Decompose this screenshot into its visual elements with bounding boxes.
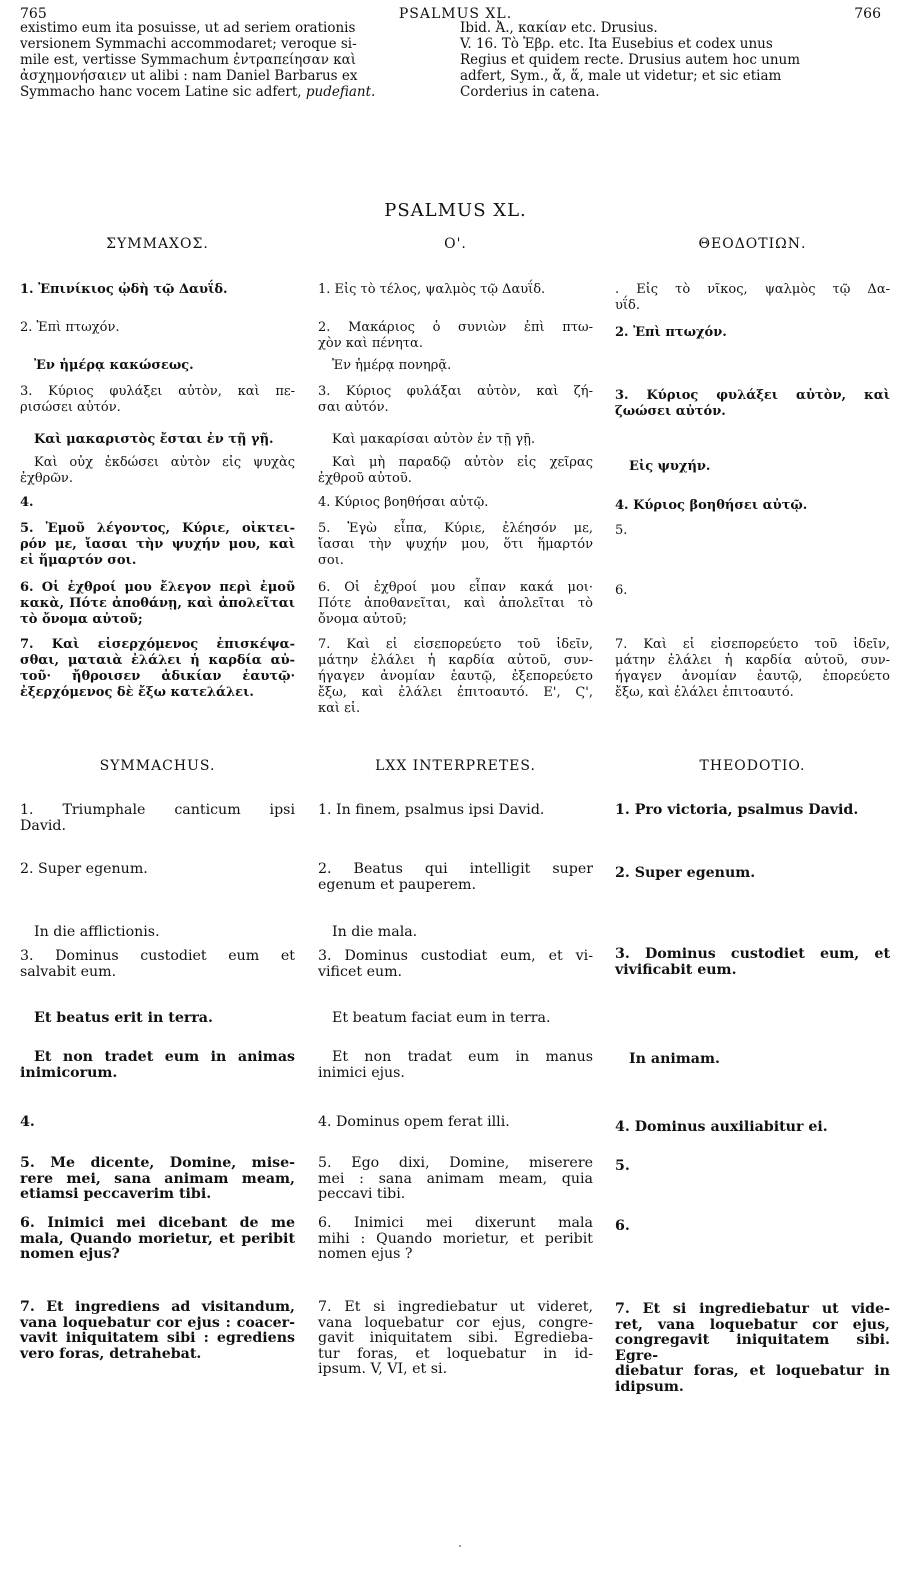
verse-line: rere mei, sana animam meam, [20, 1170, 295, 1187]
verse-line: 7. Et si ingrediebatur ut vide- [615, 1301, 890, 1317]
greek-verse-sym [20, 580, 295, 628]
verse-line: 2. Super egenum. [20, 861, 148, 877]
verse-line: 6. Inimici mei dixerunt mala [318, 1215, 593, 1231]
note-right-column [460, 20, 890, 100]
latin-verse-the [615, 1052, 890, 1068]
greek-verse-lxx [318, 320, 593, 352]
greek-verse-sym [20, 384, 295, 416]
greek-verse-the [615, 637, 890, 701]
verse-line: τοῦ· ἤθροισεν ἀδικίαν ἑαυτῷ· [20, 669, 295, 684]
verse-line: vana loquebatur cor ejus : coacer- [20, 1314, 295, 1331]
greek-verse-sym [20, 521, 295, 569]
verse-line: ὄνομα αὐτοῦ; [318, 612, 407, 627]
verse-line: 6. [615, 583, 628, 598]
verse-line: 3. Dominus custodiet eum, et [615, 946, 890, 962]
verse-line: diebatur foras, et loquebatur in [615, 1363, 890, 1379]
verse-line: mihi : Quando morietur, et peribit [318, 1230, 593, 1247]
verse-line: μάτην ἐλάλει ἡ καρδία αὐτοῦ, συν- [615, 653, 890, 668]
verse-line: 1. Ἐπινίκιος ᾠδὴ τῷ Δαυΐδ. [20, 282, 228, 297]
latin-verse-sym [20, 925, 295, 941]
verse-line: ζωώσει αὐτόν. [615, 404, 726, 419]
verse-line: σαι αὐτόν. [318, 400, 389, 415]
latin-verse-lxx [318, 1115, 593, 1131]
latin-verse-lxx [318, 803, 593, 819]
verse-line: 5. Ἐμοῦ λέγοντος, Κύριε, οἰκτει- [20, 521, 295, 536]
verse-line: 6. Inimici mei dicebant de me [20, 1215, 295, 1231]
verse-line: Ἐν ἡμέρᾳ κακώσεως. [34, 358, 194, 373]
greek-verse-lxx [318, 637, 593, 717]
greek-verse-sym [20, 637, 295, 701]
verse-line: egenum et pauperem. [318, 876, 477, 893]
note-line: V. 16. Τὸ Ἑβρ. etc. Ita Eusebius et codex unus [460, 36, 773, 52]
latin-verse-the [615, 1302, 890, 1395]
verse-line: ήγαγεν ἀνομίαν ἑαυτῷ, ἐπορεύετο [615, 669, 890, 684]
greek-verse-sym [20, 432, 295, 448]
verse-line: ἐχθρῶν. [20, 471, 73, 486]
verse-line: τὸ ὄνομα αὐτοῦ; [20, 612, 143, 627]
note-line: mile est, vertisse Symmachum ἐντραπείησαν καὶ [20, 52, 357, 68]
verse-line: vivificabit eum. [615, 961, 737, 978]
verse-line: salvabit eum. [20, 963, 117, 980]
latin-verse-lxx [318, 862, 593, 893]
verse-line: Καὶ μακαρίσαι αὐτὸν ἐν τῇ γῇ. [332, 432, 536, 447]
verse-line: καὶ εἰ. [318, 701, 361, 716]
latin-verse-sym [20, 1156, 295, 1203]
greek-verse-the [615, 523, 890, 539]
verse-line: 7. Καὶ εἰσερχόμενος ἐπισκέψα- [20, 637, 295, 652]
verse-line: σοι. [318, 553, 344, 568]
verse-line: 5. Me dicente, Domine, mise- [20, 1155, 295, 1171]
latin-verse-lxx [318, 1156, 593, 1203]
greek-verse-the [615, 583, 890, 599]
greek-verse-sym [20, 320, 295, 336]
latin-verse-lxx [318, 1011, 593, 1027]
verse-line: 4. [20, 1114, 35, 1130]
verse-line: 3. Κύριος φυλάξαι αὐτὸν, καὶ ζή- [318, 384, 593, 399]
verse-line: congregavit iniquitatem sibi. Egre- [615, 1332, 890, 1364]
verse-line: In die mala. [332, 924, 418, 940]
latin-verse-sym [20, 1216, 295, 1263]
note-line: adfert, Sym., ἄ, ἅ, male ut videtur; et sic etiam [460, 68, 782, 84]
greek-verse-lxx [318, 358, 593, 374]
verse-line: 5. [615, 523, 628, 538]
note-line: ἀσχημονήσαιεν ut alibi : nam Daniel Barbarus ex [20, 68, 358, 84]
verse-line: χὸν καὶ πένητα. [318, 336, 423, 351]
latin-verse-sym [20, 1115, 295, 1131]
verse-line: σθαι, ματαιὰ ἐλάλει ἡ καρδία αὐ- [20, 653, 295, 668]
verse-line: 2. Ἐπὶ πτωχόν. [20, 320, 120, 335]
verse-line: ἐξερχόμενος δὲ ἔξω κατελάλει. [20, 685, 254, 700]
verse-line: Καὶ μακαριστὸς ἔσται ἐν τῇ γῇ. [34, 432, 274, 447]
verse-line: peccavi tibi. [318, 1186, 406, 1202]
note-line: versionem Symmachi accommodaret; veroque si- [20, 36, 357, 52]
latin-verse-sym [20, 1300, 295, 1362]
verse-line: Καὶ οὐχ ἐκδώσει αὐτὸν εἰς ψυχὰς [34, 455, 295, 470]
verse-line: ἐχθροῦ αὐτοῦ. [318, 471, 412, 486]
greek-verse-sym [20, 358, 295, 374]
note-line [20, 84, 452, 100]
latin-verse-the [615, 803, 890, 819]
verse-line: ρόν με, ἴασαι τὴν ψυχήν μου, καὶ [20, 537, 295, 552]
italic-word: pudefiant. [305, 84, 376, 100]
verse-line: 5. Ego dixi, Domine, miserere [318, 1155, 593, 1171]
verse-line: 4. Κύριος βοηθήσει αὐτῷ. [615, 498, 808, 513]
verse-line: ἔξω, καὶ ἐλάλει ἐπιτοαυτό. Ε', Ϛ', [318, 685, 593, 700]
verse-line: μάτην ἐλάλει ἡ καρδία αὐτοῦ, συν- [318, 653, 593, 668]
greek-verse-sym [20, 282, 295, 298]
verse-line: 6. Οἱ ἐχθροί μου εἶπαν κακά μοι· [318, 580, 593, 595]
verse-line: 4. Κύριος βοηθήσαι αὐτῷ. [318, 495, 489, 510]
verse-line: Πότε ἀποθανεῖται, καὶ ἀπολεῖται τὸ [318, 596, 593, 611]
verse-line: 4. [20, 495, 34, 510]
running-title: PSALMUS XL. [398, 6, 513, 22]
verse-line: 1. Εἰς τὸ τέλος, ψαλμὸς τῷ Δαυΐδ. [318, 282, 546, 297]
greek-header-symmachus: ΣΥΜΜΑΧΟΣ. [106, 236, 209, 252]
verse-line: In animam. [629, 1051, 720, 1067]
verse-line: 2. Super egenum. [615, 865, 756, 881]
verse-line: 2. Ἐπὶ πτωχόν. [615, 325, 727, 340]
print-speck [459, 1545, 461, 1547]
verse-line: In die afflictionis. [34, 924, 160, 940]
latin-verse-lxx [318, 949, 593, 980]
greek-verse-lxx [318, 432, 593, 448]
verse-line: etiamsi peccaverim tibi. [20, 1186, 212, 1202]
latin-verse-lxx [318, 1050, 593, 1081]
verse-line: . Εἰς τὸ νῖκος, ψαλμὸς τῷ Δα- [615, 282, 890, 297]
note-line-text: Symmacho hanc vocem Latine sic adfert, pudefiant. [20, 84, 376, 100]
verse-line: 1. Pro victoria, psalmus David. [615, 802, 859, 818]
latin-verse-sym [20, 862, 295, 878]
greek-verse-the [615, 282, 890, 314]
verse-line: 7. Καὶ εἰ εἰσεπορεύετο τοῦ ἰδεῖν, [318, 637, 593, 652]
note-line: Regius et quidem recte. Drusius autem hoc unum [460, 52, 801, 68]
verse-line: 5. [615, 1158, 630, 1174]
verse-line: inimicorum. [20, 1064, 118, 1081]
greek-verse-sym [20, 455, 295, 487]
verse-line: Et non tradet eum in animas [34, 1049, 295, 1065]
verse-line: ἔξω, καὶ ἐλάλει ἐπιτοαυτό. [615, 685, 794, 700]
verse-line: 7. Et ingrediens ad visitandum, [20, 1299, 295, 1315]
latin-verse-lxx [318, 1300, 593, 1378]
verse-line: gavit iniquitatem sibi. Egredieba- [318, 1330, 593, 1346]
verse-line: vavit iniquitatem sibi : egrediens [20, 1330, 295, 1346]
psalm-title: PSALMUS XL. [384, 200, 527, 221]
greek-verse-the [615, 388, 890, 420]
verse-line: mei : sana animam meam, quia [318, 1170, 593, 1187]
latin-header-theodotion: THEODOTIO. [699, 758, 806, 774]
greek-verse-lxx [318, 521, 593, 569]
note-line: existimo eum ita posuisse, ut ad seriem orationis [20, 20, 356, 36]
verse-line: ἴασαι τὴν ψυχήν μου, ὅτι ἥμαρτόν [318, 537, 593, 552]
verse-line: 4. Dominus auxiliabitur ei. [615, 1119, 828, 1135]
verse-line: ret, vana loquebatur cor ejus, [615, 1316, 890, 1333]
greek-verse-the [615, 325, 890, 341]
latin-verse-the [615, 866, 890, 882]
greek-header-theodotion: ΘΕΟΔΟΤΙΩΝ. [698, 236, 807, 252]
verse-line: ήγαγεν ἀνομίαν ἑαυτῷ, ἐξεπορεύετο [318, 669, 593, 684]
verse-line: κακὰ, Πότε ἀποθάνῃ, καὶ ἀπολεῖται [20, 596, 295, 611]
verse-line: 3. Κύριος φυλάξει αὐτὸν, καὶ [615, 388, 890, 403]
verse-line: mala, Quando morietur, et peribit [20, 1230, 295, 1247]
greek-verse-the [615, 498, 890, 514]
verse-line: ipsum. V, VI, et si. [318, 1361, 448, 1377]
verse-line: 4. Dominus opem ferat illi. [318, 1114, 510, 1130]
verse-line: vero foras, detrahebat. [20, 1345, 202, 1362]
latin-verse-sym [20, 1011, 295, 1027]
verse-line: 5. Ἐγὼ εἶπα, Κύριε, ἐλέησόν με, [318, 521, 593, 536]
verse-line: 3. Κύριος φυλάξει αὐτὸν, καὶ πε- [20, 384, 295, 399]
verse-line: 3. Dominus custodiet eum et [20, 948, 295, 964]
verse-line: idipsum. [615, 1378, 684, 1395]
verse-line: 6. Οἱ ἐχθροί μου ἔλεγον περὶ ἐμοῦ [20, 580, 295, 595]
verse-line: Εἰς ψυχήν. [629, 459, 711, 474]
verse-line: 1. Triumphale canticum ipsi [20, 802, 295, 818]
page-number-left: 765 [20, 6, 47, 22]
greek-verse-lxx [318, 455, 593, 487]
latin-verse-the [615, 947, 890, 978]
verse-line: tur foras, et loquebatur in id- [318, 1345, 593, 1362]
verse-line: Et beatum faciat eum in terra. [332, 1010, 551, 1026]
verse-line: ρισώσει αὐτόν. [20, 400, 121, 415]
greek-header-lxx: Ο'. [444, 236, 467, 252]
greek-verse-lxx [318, 282, 593, 298]
latin-header-symmachus: SYMMACHUS. [99, 758, 216, 774]
verse-line: υΐδ. [615, 298, 640, 313]
latin-verse-the [615, 1159, 890, 1175]
note-line: Corderius in catena. [460, 84, 600, 100]
greek-verse-the [615, 459, 890, 475]
verse-line: 7. Καὶ εἰ εἰσεπορεύετο τοῦ ἰδεῖν, [615, 637, 890, 652]
verse-line: Ἐν ἡμέρᾳ πονηρᾷ. [332, 358, 452, 373]
greek-verse-sym [20, 495, 295, 511]
verse-line: 6. [615, 1218, 630, 1234]
verse-line: 7. Et si ingrediebatur ut videret, [318, 1299, 593, 1315]
verse-line: nomen ejus? [20, 1246, 120, 1262]
verse-line: David. [20, 817, 66, 834]
verse-line: 2. Μακάριος ὁ συνιὼν ἐπὶ πτω- [318, 320, 593, 335]
verse-line: vificet eum. [318, 963, 403, 980]
greek-verse-lxx [318, 384, 593, 416]
verse-line: εἰ ἥμαρτόν σοι. [20, 553, 137, 568]
verse-line: 2. Beatus qui intelligit super [318, 861, 593, 877]
page-number-right: 766 [854, 6, 881, 22]
greek-verse-lxx [318, 495, 593, 511]
verse-line: 1. In finem, psalmus ipsi David. [318, 802, 545, 818]
verse-line: Et non tradat eum in manus [332, 1049, 593, 1065]
latin-verse-lxx [318, 1216, 593, 1263]
note-line: Ibid. Ἀ., κακίαν etc. Drusius. [460, 20, 658, 36]
latin-verse-sym [20, 1050, 295, 1081]
latin-verse-sym [20, 803, 295, 834]
latin-verse-the [615, 1120, 890, 1136]
latin-verse-lxx [318, 925, 593, 941]
verse-line: Et beatus erit in terra. [34, 1010, 213, 1026]
latin-verse-the [615, 1219, 890, 1235]
verse-line: inimici ejus. [318, 1064, 405, 1081]
verse-line: 3. Dominus custodiat eum, et vi- [318, 948, 593, 964]
verse-line: nomen ejus ? [318, 1246, 413, 1262]
greek-verse-lxx [318, 580, 593, 628]
latin-header-lxx: LXX INTERPRETES. [375, 758, 536, 774]
verse-line: Καὶ μὴ παραδῷ αὐτὸν εἰς χεῖρας [332, 455, 593, 470]
verse-line: vana loquebatur cor ejus, congre- [318, 1314, 593, 1331]
latin-verse-sym [20, 949, 295, 980]
note-left-column [20, 20, 452, 100]
